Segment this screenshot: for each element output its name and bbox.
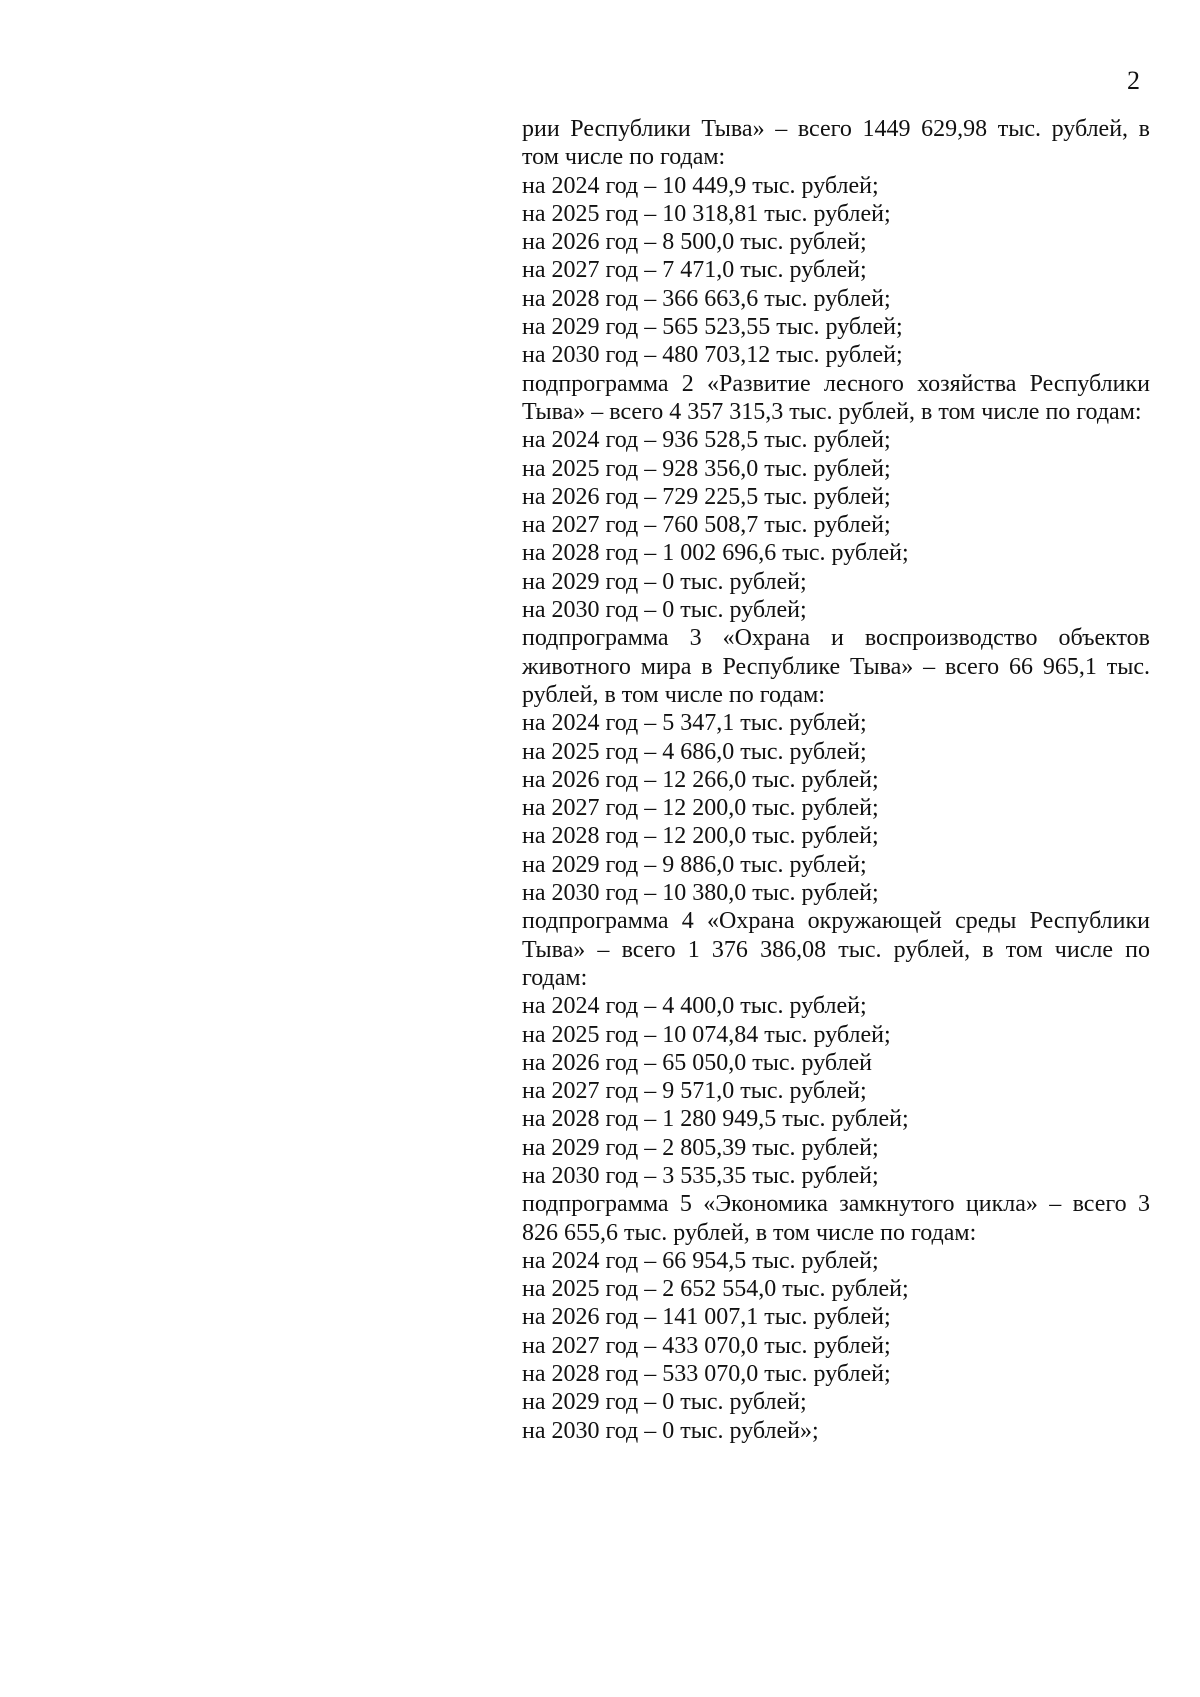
funding-line: на 2027 год – 9 571,0 тыс. рублей; — [522, 1078, 867, 1105]
funding-line: на 2026 год – 12 266,0 тыс. рублей; — [522, 766, 879, 793]
funding-line: на 2024 год – 4 400,0 тыс. рублей; — [522, 993, 867, 1020]
funding-line: на 2030 год – 0 тыс. рублей; — [522, 597, 807, 624]
funding-line: на 2029 год – 0 тыс. рублей; — [522, 1389, 807, 1416]
paragraph: подпрограмма 2 «Развитие лесного хозяйства Республики Тыва» – всего 4 357 315,3 тыс. рублей, в том числе по годам: — [522, 370, 1150, 425]
funding-line: на 2025 год – 928 356,0 тыс. рублей; — [522, 455, 891, 482]
funding-line: на 2028 год – 12 200,0 тыс. рублей; — [522, 823, 879, 850]
paragraph: подпрограмма 4 «Охрана окружающей среды Республики Тыва» – всего 1 376 386,08 тыс. рублей, в том числе по годам: — [522, 908, 1150, 991]
funding-line: на 2025 год – 2 652 554,0 тыс. рублей; — [522, 1276, 909, 1303]
paragraph: подпрограмма 5 «Экономика замкнутого цикла» – всего 3 826 655,6 тыс. рублей, в том числе по годам: — [522, 1191, 1150, 1246]
page-number: 2 — [1127, 66, 1140, 95]
funding-line: на 2029 год – 9 886,0 тыс. рублей; — [522, 851, 867, 878]
document-body — [522, 115, 1150, 1445]
funding-line: на 2030 год – 480 703,12 тыс. рублей; — [522, 342, 903, 369]
funding-line: на 2029 год – 565 523,55 тыс. рублей; — [522, 314, 903, 341]
funding-line: на 2030 год – 10 380,0 тыс. рублей; — [522, 880, 879, 907]
funding-line: на 2026 год – 65 050,0 тыс. рублей — [522, 1049, 872, 1076]
funding-line: на 2027 год – 12 200,0 тыс. рублей; — [522, 795, 879, 822]
funding-line: на 2024 год – 936 528,5 тыс. рублей; — [522, 427, 891, 454]
funding-line: на 2024 год – 66 954,5 тыс. рублей; — [522, 1247, 879, 1274]
funding-line: на 2028 год – 366 663,6 тыс. рублей; — [522, 285, 891, 312]
funding-line: на 2030 год – 0 тыс. рублей»; — [522, 1417, 819, 1444]
funding-line: на 2029 год – 0 тыс. рублей; — [522, 568, 807, 595]
funding-line: на 2025 год – 4 686,0 тыс. рублей; — [522, 738, 867, 765]
funding-line: на 2028 год – 1 280 949,5 тыс. рублей; — [522, 1106, 909, 1133]
funding-line: на 2027 год – 7 471,0 тыс. рублей; — [522, 257, 867, 284]
funding-line: на 2030 год – 3 535,35 тыс. рублей; — [522, 1162, 879, 1189]
funding-line: на 2028 год – 1 002 696,6 тыс. рублей; — [522, 540, 909, 567]
funding-line: на 2024 год – 10 449,9 тыс. рублей; — [522, 172, 879, 199]
funding-line: на 2027 год – 760 508,7 тыс. рублей; — [522, 512, 891, 539]
paragraph: рии Республики Тыва» – всего 1449 629,98 тыс. рублей, в том числе по годам: — [522, 116, 1150, 171]
funding-line: на 2029 год – 2 805,39 тыс. рублей; — [522, 1134, 879, 1161]
funding-line: на 2024 год – 5 347,1 тыс. рублей; — [522, 710, 867, 737]
funding-line: на 2028 год – 533 070,0 тыс. рублей; — [522, 1361, 891, 1388]
funding-line: на 2025 год – 10 318,81 тыс. рублей; — [522, 200, 891, 227]
funding-line: на 2026 год – 8 500,0 тыс. рублей; — [522, 229, 867, 256]
paragraph: подпрограмма 3 «Охрана и воспроизводство объектов животного мира в Республике Тыва» – всего 66 965,1 тыс. рублей, в том числе по годам: — [522, 625, 1150, 708]
funding-line: на 2026 год – 729 225,5 тыс. рублей; — [522, 483, 891, 510]
funding-line: на 2026 год – 141 007,1 тыс. рублей; — [522, 1304, 891, 1331]
funding-line: на 2025 год – 10 074,84 тыс. рублей; — [522, 1021, 891, 1048]
funding-line: на 2027 год – 433 070,0 тыс. рублей; — [522, 1332, 891, 1359]
